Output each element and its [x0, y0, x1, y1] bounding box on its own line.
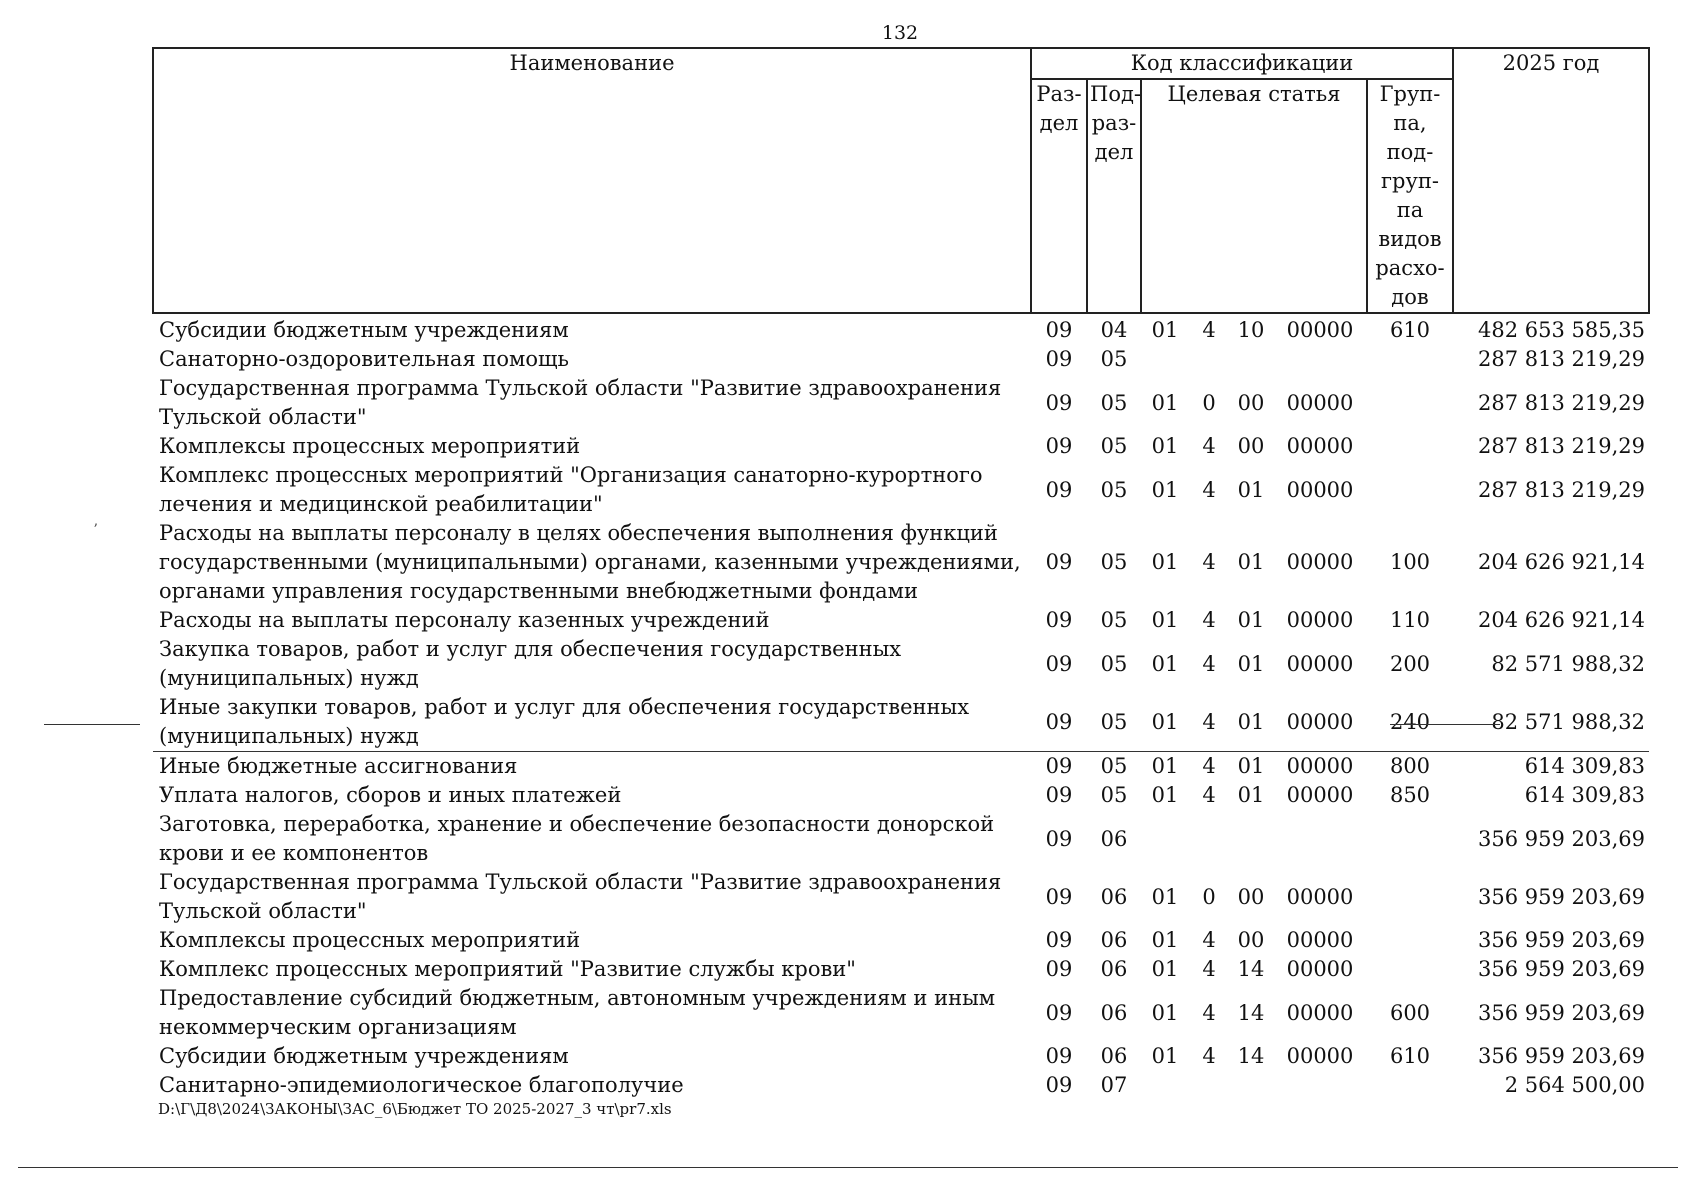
cell-podrazdel: 05 [1100, 347, 1128, 371]
cell-target-direction: 00000 [1286, 1044, 1354, 1068]
header-classification-code: Код классификации [1031, 48, 1453, 79]
cell-podrazdel: 06 [1100, 1044, 1128, 1068]
cell-expense-group [1367, 461, 1453, 519]
table-body [153, 313, 1649, 1100]
cell-target-element: 01 [1237, 709, 1265, 734]
table-row [153, 519, 1649, 606]
cell-razdel: 09 [1045, 709, 1073, 734]
cell-target-direction: 00000 [1286, 550, 1354, 574]
cell-amount-2025: 356 959 203,69 [1478, 884, 1645, 909]
page-divider-right [1390, 724, 1500, 725]
cell-podrazdel: 05 [1100, 550, 1128, 574]
cell-podrazdel: 05 [1100, 709, 1128, 734]
cell-target-type: 4 [1202, 1000, 1216, 1025]
header-expense-group: Груп- па, под- груп- па видов расхо- дов [1367, 79, 1453, 313]
cell-target-type: 4 [1202, 318, 1216, 342]
cell-target-element [1229, 810, 1273, 868]
cell-name: Расходы на выплаты персоналу казенных учреждений [159, 608, 770, 632]
table-row [153, 1042, 1649, 1071]
cell-amount-2025: 614 309,83 [1524, 783, 1645, 807]
cell-amount-2025: 82 571 988,32 [1491, 709, 1645, 734]
cell-target-program: 01 [1151, 783, 1179, 807]
cell-razdel: 09 [1045, 318, 1073, 342]
table-row [153, 606, 1649, 635]
cell-target-type: 4 [1202, 550, 1216, 574]
cell-target-element: 14 [1237, 1044, 1265, 1068]
cell-podrazdel: 06 [1100, 884, 1128, 909]
cell-target-type: 4 [1189, 752, 1229, 782]
cell-target-program: 01 [1151, 1000, 1179, 1025]
cell-target-type: 4 [1202, 1044, 1216, 1068]
cell-expense-group: 200 [1389, 651, 1431, 676]
cell-target-program: 01 [1151, 928, 1179, 952]
cell-name: Предоставление субсидий бюджетным, автономным учреждениям и иным некоммерческим организациям [159, 986, 996, 1039]
cell-expense-group [1367, 955, 1453, 984]
cell-expense-group [1367, 1071, 1453, 1100]
header-name: Наименование [153, 48, 1031, 313]
cell-podrazdel: 07 [1100, 1073, 1128, 1097]
margin-mark: ʼ [93, 522, 98, 538]
cell-name: Государственная программа Тульской области "Развитие здравоохранения Тульской области" [159, 376, 1002, 429]
cell-target-type: 4 [1202, 957, 1216, 981]
cell-target-element: 01 [1237, 550, 1265, 574]
header-razdel: Раз- дел [1031, 79, 1087, 313]
cell-name: Иные бюджетные ассигнования [153, 752, 1031, 782]
cell-podrazdel: 04 [1100, 318, 1128, 342]
cell-name: Субсидии бюджетным учреждениям [159, 318, 569, 342]
cell-target-program: 01 [1151, 709, 1179, 734]
page-number: 132 [881, 22, 919, 44]
cell-podrazdel: 05 [1100, 390, 1128, 415]
cell-target-type [1189, 810, 1229, 868]
cell-razdel: 09 [1045, 390, 1073, 415]
cell-name: Заготовка, переработка, хранение и обеспечение безопасности донорской крови и ее компонентов [159, 812, 995, 865]
cell-razdel: 09 [1045, 957, 1073, 981]
cell-target-direction: 00000 [1286, 957, 1354, 981]
cell-expense-group [1367, 432, 1453, 461]
cell-name: Комплексы процессных мероприятий [159, 434, 581, 458]
cell-target-element: 01 [1237, 651, 1265, 676]
cell-target-direction: 00000 [1286, 318, 1354, 342]
cell-target-program: 01 [1151, 550, 1179, 574]
cell-target-type: 0 [1202, 884, 1216, 909]
cell-target-program: 01 [1151, 884, 1179, 909]
cell-razdel: 09 [1045, 477, 1073, 502]
cell-target-element: 14 [1237, 1000, 1265, 1025]
header-year: 2025 год [1453, 48, 1649, 313]
table-row [153, 345, 1649, 374]
cell-target-direction: 00000 [1286, 1000, 1354, 1025]
cell-target-element: 00 [1237, 884, 1265, 909]
footer-file-path: D:\Г\Д8\2024\ЗАКОНЫ\ЗАС_6\Бюджет ТО 2025-2027_3 чт\pr7.xls [158, 1100, 672, 1118]
cell-target-element: 00 [1237, 390, 1265, 415]
cell-razdel: 09 [1045, 884, 1073, 909]
cell-razdel: 09 [1045, 608, 1073, 632]
cell-name: Иные закупки товаров, работ и услуг для обеспечения государственных (муниципальных) нужд [159, 695, 970, 748]
cell-target-type [1189, 1071, 1229, 1100]
cell-name: Расходы на выплаты персоналу в целях обеспечения выполнения функций государственными (муниципальными) органами, казенными учреждениями, органами управления государственными внебюджетными фондами [159, 521, 1021, 603]
table-row [153, 868, 1649, 926]
cell-target-direction: 00000 [1273, 752, 1367, 782]
header-podrazdel: Под- раз- дел [1087, 79, 1141, 313]
cell-target-direction: 00000 [1286, 477, 1354, 502]
cell-target-direction: 00000 [1286, 709, 1354, 734]
cell-target-direction: 00000 [1286, 390, 1354, 415]
cell-amount-2025: 204 626 921,14 [1478, 608, 1645, 632]
cell-razdel: 09 [1045, 1073, 1073, 1097]
bottom-rule [18, 1167, 1678, 1168]
cell-target-direction: 00000 [1286, 884, 1354, 909]
cell-target-program [1141, 810, 1189, 868]
cell-amount-2025: 287 813 219,29 [1478, 477, 1645, 502]
cell-amount-2025: 287 813 219,29 [1478, 434, 1645, 458]
cell-target-element: 00 [1237, 434, 1265, 458]
cell-target-element [1229, 345, 1273, 374]
cell-amount-2025: 2 564 500,00 [1504, 1073, 1645, 1097]
cell-target-element [1229, 1071, 1273, 1100]
cell-expense-group [1367, 868, 1453, 926]
table-row [153, 781, 1649, 810]
cell-amount-2025: 204 626 921,14 [1478, 550, 1645, 574]
table-row [153, 955, 1649, 984]
cell-name: Санаторно-оздоровительная помощь [159, 347, 569, 371]
cell-target-direction: 00000 [1286, 608, 1354, 632]
cell-amount-2025: 356 959 203,69 [1478, 826, 1645, 851]
cell-expense-group: 850 [1389, 783, 1431, 807]
cell-podrazdel: 05 [1100, 783, 1128, 807]
cell-amount-2025: 614 309,83 [1453, 752, 1649, 782]
table-row [153, 984, 1649, 1042]
cell-name: Субсидии бюджетным учреждениям [159, 1044, 569, 1068]
cell-razdel: 09 [1045, 928, 1073, 952]
cell-target-direction: 00000 [1286, 434, 1354, 458]
cell-name: Санитарно-эпидемиологическое благополучие [159, 1073, 684, 1097]
table-row [153, 461, 1649, 519]
cell-expense-group [1367, 345, 1453, 374]
cell-target-program: 01 [1151, 957, 1179, 981]
cell-expense-group: 610 [1389, 318, 1431, 342]
cell-amount-2025: 287 813 219,29 [1478, 390, 1645, 415]
table-row [153, 635, 1649, 693]
cell-target-program [1141, 345, 1189, 374]
cell-expense-group [1367, 926, 1453, 955]
cell-expense-group: 610 [1389, 1044, 1431, 1068]
cell-podrazdel: 05 [1100, 477, 1128, 502]
cell-target-type: 4 [1202, 608, 1216, 632]
cell-target-program: 01 [1151, 608, 1179, 632]
budget-table [152, 47, 1650, 1100]
cell-razdel: 09 [1045, 550, 1073, 574]
cell-target-element: 01 [1237, 608, 1265, 632]
cell-razdel: 09 [1045, 347, 1073, 371]
cell-razdel: 09 [1045, 826, 1073, 851]
cell-razdel: 09 [1045, 434, 1073, 458]
cell-amount-2025: 482 653 585,35 [1478, 318, 1645, 342]
cell-target-type: 0 [1202, 390, 1216, 415]
cell-expense-group: 600 [1389, 1000, 1431, 1025]
cell-razdel: 09 [1045, 783, 1073, 807]
cell-target-type: 4 [1202, 783, 1216, 807]
cell-target-element: 00 [1237, 928, 1265, 952]
table-row [153, 1071, 1649, 1100]
cell-name: Уплата налогов, сборов и иных платежей [159, 783, 622, 807]
cell-target-program: 01 [1151, 1044, 1179, 1068]
cell-target-type [1189, 345, 1229, 374]
cell-amount-2025: 82 571 988,32 [1491, 651, 1645, 676]
cell-expense-group [1367, 810, 1453, 868]
cell-expense-group [1367, 374, 1453, 432]
cell-target-type: 4 [1202, 928, 1216, 952]
cell-razdel: 09 [1045, 651, 1073, 676]
cell-podrazdel: 05 [1100, 434, 1128, 458]
cell-target-direction: 00000 [1286, 651, 1354, 676]
header-target-article: Целевая статья [1141, 79, 1367, 313]
cell-target-element: 01 [1237, 783, 1265, 807]
cell-target-type: 4 [1202, 709, 1216, 734]
table-row [153, 374, 1649, 432]
cell-podrazdel: 05 [1087, 752, 1141, 782]
cell-target-program [1141, 1071, 1189, 1100]
cell-target-direction [1273, 345, 1367, 374]
cell-amount-2025: 287 813 219,29 [1478, 347, 1645, 371]
cell-target-program: 01 [1141, 752, 1189, 782]
cell-target-program: 01 [1151, 318, 1179, 342]
cell-amount-2025: 356 959 203,69 [1478, 1044, 1645, 1068]
cell-target-element: 14 [1237, 957, 1265, 981]
cell-expense-group: 240 [1389, 709, 1431, 734]
cell-target-program: 01 [1151, 477, 1179, 502]
cell-target-program: 01 [1151, 434, 1179, 458]
cell-target-direction [1273, 1071, 1367, 1100]
cell-name: Комплекс процессных мероприятий "Развитие службы крови" [159, 957, 856, 981]
table-row [153, 752, 1649, 782]
cell-amount-2025: 356 959 203,69 [1478, 928, 1645, 952]
table-row [153, 693, 1649, 752]
cell-podrazdel: 05 [1100, 608, 1128, 632]
cell-name: Государственная программа Тульской области "Развитие здравоохранения Тульской области" [159, 870, 1002, 923]
cell-target-direction: 00000 [1286, 783, 1354, 807]
cell-podrazdel: 06 [1100, 928, 1128, 952]
cell-podrazdel: 06 [1100, 1000, 1128, 1025]
cell-amount-2025: 356 959 203,69 [1478, 1000, 1645, 1025]
cell-target-direction [1273, 810, 1367, 868]
cell-razdel: 09 [1045, 1000, 1073, 1025]
cell-amount-2025: 356 959 203,69 [1478, 957, 1645, 981]
cell-razdel: 09 [1045, 1044, 1073, 1068]
cell-podrazdel: 06 [1100, 957, 1128, 981]
cell-name: Комплекс процессных мероприятий "Организация санаторно-курортного лечения и медицинской реабилитации" [159, 463, 983, 516]
cell-target-element: 01 [1229, 752, 1273, 782]
cell-razdel: 09 [1031, 752, 1087, 782]
cell-target-program: 01 [1151, 651, 1179, 676]
table-row [153, 810, 1649, 868]
table-header [153, 48, 1649, 313]
cell-target-element: 01 [1237, 477, 1265, 502]
table-row [153, 313, 1649, 345]
cell-target-element: 10 [1237, 318, 1265, 342]
cell-target-direction: 00000 [1286, 928, 1354, 952]
cell-target-type: 4 [1202, 651, 1216, 676]
cell-podrazdel: 06 [1100, 826, 1128, 851]
cell-target-type: 4 [1202, 477, 1216, 502]
table-row [153, 926, 1649, 955]
cell-podrazdel: 05 [1100, 651, 1128, 676]
cell-expense-group: 800 [1367, 752, 1453, 782]
cell-target-program: 01 [1151, 390, 1179, 415]
table-row [153, 432, 1649, 461]
cell-name: Закупка товаров, работ и услуг для обеспечения государственных (муниципальных) нужд [159, 637, 902, 690]
cell-expense-group: 110 [1389, 608, 1431, 632]
cell-target-type: 4 [1202, 434, 1216, 458]
page-divider-left [44, 724, 140, 725]
cell-expense-group: 100 [1389, 550, 1431, 574]
cell-name: Комплексы процессных мероприятий [159, 928, 581, 952]
